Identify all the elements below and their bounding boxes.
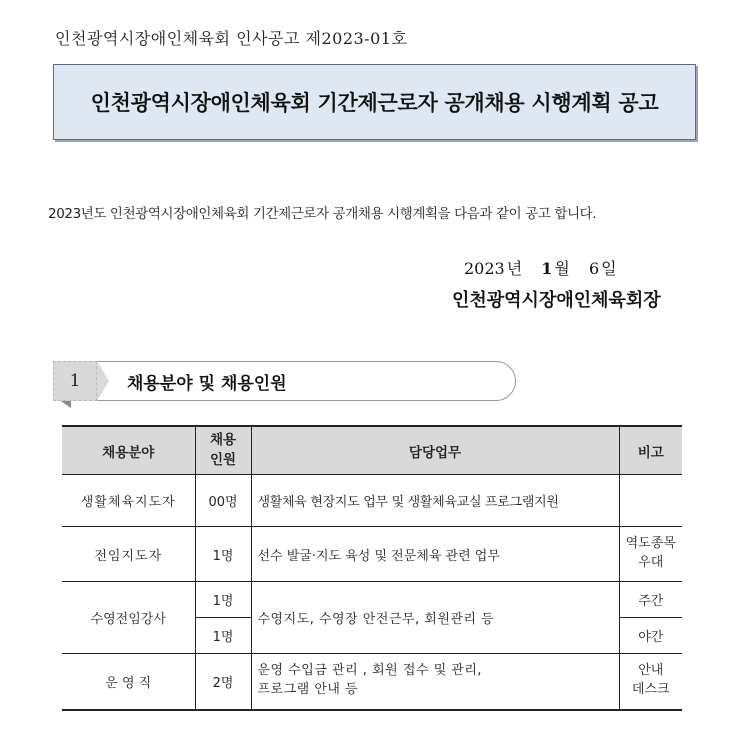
header-count-line2: 인원 <box>209 451 237 468</box>
section-number: 1 <box>53 361 97 401</box>
row-note-line1: 역도종목 <box>625 536 676 552</box>
table-row <box>62 527 682 582</box>
date-year: 2023 <box>464 259 505 278</box>
row-duty: 선수 발굴·지도 육성 및 전문체육 관련 업무 <box>251 527 619 582</box>
row-note-line1: 안내 <box>638 663 664 679</box>
header-count-line1: 채용 <box>209 431 237 448</box>
row-note: 야간 <box>619 618 682 654</box>
table-row <box>62 654 682 710</box>
table-header-row <box>62 426 682 475</box>
header-note: 비고 <box>619 426 682 475</box>
row-count: 1명 <box>195 582 251 618</box>
row-count: 2명 <box>195 654 251 710</box>
row-note-line2: 데스크 <box>631 682 670 698</box>
signer-name: 인천광역시장애인체육회장 <box>452 290 661 311</box>
section-header <box>53 361 518 405</box>
row-field: 수영전임강사 <box>62 582 195 654</box>
intro-text: 2023년도 인천광역시장애인체육회 기간제근로자 공개채용 시행계획을 다음과 같이 공고 합니다. <box>48 206 597 222</box>
row-note <box>619 475 682 527</box>
announcement-date <box>464 256 619 279</box>
table-row <box>62 475 682 527</box>
row-count: 1명 <box>195 618 251 654</box>
row-duty-line2: 프로그램 안내 등 <box>257 682 359 698</box>
table-row <box>62 582 682 618</box>
row-note-line2: 우대 <box>638 555 664 570</box>
notice-number: 인천광역시장애인체육회 인사공고 제2023-01호 <box>55 29 408 48</box>
date-month-unit: 월 <box>554 259 570 278</box>
title-box <box>53 64 696 140</box>
recruitment-table <box>62 425 682 711</box>
page-title: 인천광역시장애인체육회 기간제근로자 공개채용 시행계획 공고 <box>90 91 659 115</box>
header-field: 채용분야 <box>62 426 195 475</box>
row-field: 운 영 직 <box>62 654 195 710</box>
row-count: 1명 <box>195 527 251 582</box>
row-duty: 생활체육 현장지도 업무 및 생활체육교실 프로그램지원 <box>251 475 619 527</box>
section-arrow-icon <box>97 361 109 401</box>
header-duty: 담당업무 <box>251 426 619 475</box>
row-field: 전임지도자 <box>62 527 195 582</box>
header-count <box>195 426 251 475</box>
row-field: 생활체육지도자 <box>62 475 195 527</box>
date-year-unit: 년 <box>506 259 523 278</box>
date-day-unit: 일 <box>601 259 617 278</box>
date-month: 1 <box>541 259 553 278</box>
row-count: 00명 <box>195 475 251 527</box>
date-day: 6 <box>588 259 600 278</box>
section-title: 채용분야 및 채용인원 <box>127 374 287 394</box>
row-duty <box>251 654 619 710</box>
row-note: 주간 <box>619 582 682 618</box>
row-note <box>619 527 682 582</box>
row-duty: 수영지도, 수영장 안전근무, 회원관리 등 <box>251 582 619 654</box>
row-note <box>619 654 682 710</box>
row-duty-line1: 운영 수입금 관리 , 회원 접수 및 관리, <box>257 663 483 679</box>
